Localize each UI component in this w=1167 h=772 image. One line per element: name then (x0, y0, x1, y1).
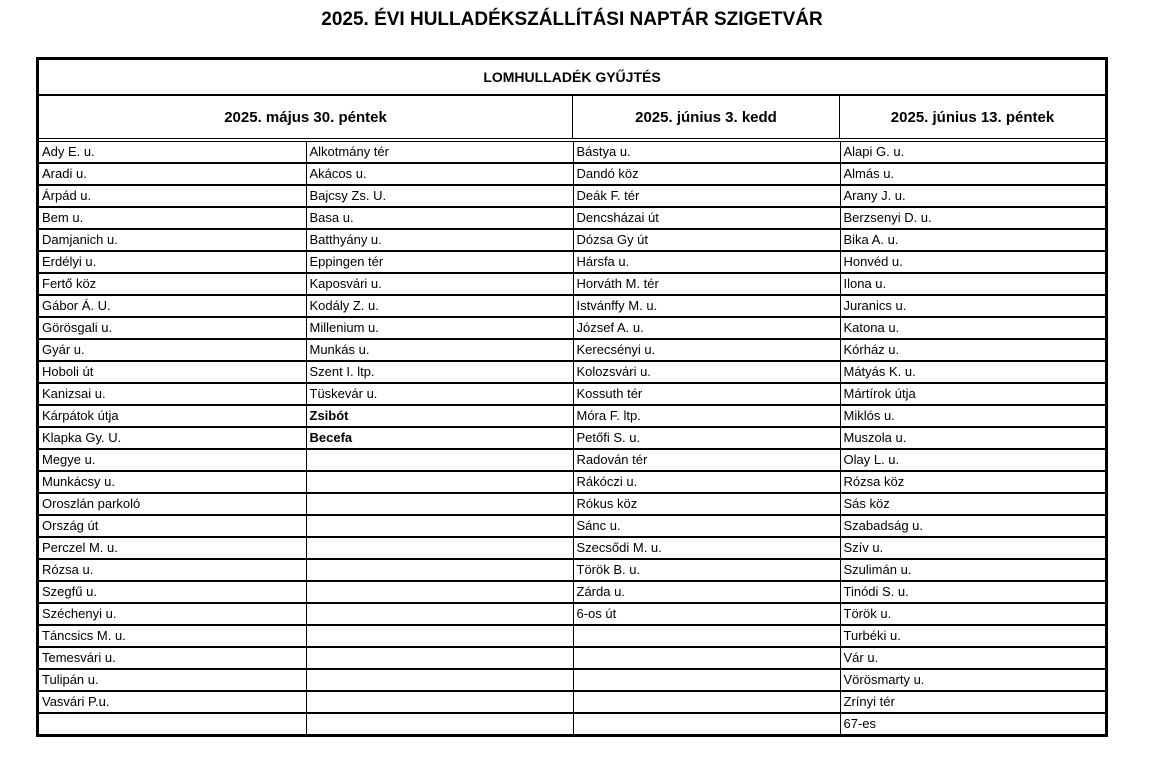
street-cell (306, 625, 573, 647)
street-cell: Eppingen tér (306, 251, 573, 273)
street-cell: Istvánffy M. u. (573, 295, 840, 317)
street-cell: Damjanich u. (39, 229, 306, 251)
street-cell: Miklós u. (840, 405, 1105, 427)
street-cell: Kossuth tér (573, 383, 840, 405)
table-row (39, 581, 1105, 603)
street-cell: Gyár u. (39, 339, 306, 361)
street-cell: Batthyány u. (306, 229, 573, 251)
street-cell: Almás u. (840, 163, 1105, 185)
street-cell: Tinódi S. u. (840, 581, 1105, 603)
street-cell: Szecsődi M. u. (573, 537, 840, 559)
street-cell (306, 515, 573, 537)
street-cell (573, 625, 840, 647)
street-cell: Sánc u. (573, 515, 840, 537)
street-cell: Klapka Gy. U. (39, 427, 306, 449)
street-cell: Vörösmarty u. (840, 669, 1105, 691)
street-cell: Fertő köz (39, 273, 306, 295)
street-cell: Török u. (840, 603, 1105, 625)
street-cell: Juranics u. (840, 295, 1105, 317)
street-cell: Kolozsvári u. (573, 361, 840, 383)
street-cell (306, 471, 573, 493)
table-row (39, 185, 1105, 207)
street-cell: Kórház u. (840, 339, 1105, 361)
street-cell: Szulimán u. (840, 559, 1105, 581)
street-cell: Török B. u. (573, 559, 840, 581)
table-row (39, 317, 1105, 339)
table-row (39, 537, 1105, 559)
street-cell: Alkotmány tér (306, 142, 573, 163)
street-cell: Temesvári u. (39, 647, 306, 669)
date-header-2: 2025. június 3. kedd (573, 96, 840, 138)
table-row (39, 405, 1105, 427)
street-cell: Petőfi S. u. (573, 427, 840, 449)
street-cell: Dencsházai út (573, 207, 840, 229)
street-cell: Rákóczi u. (573, 471, 840, 493)
street-cell: Tulipán u. (39, 669, 306, 691)
document-title: 2025. ÉVI HULLADÉKSZÁLLÍTÁSI NAPTÁR SZIGETVÁR (321, 9, 823, 30)
street-cell: Szegfű u. (39, 581, 306, 603)
street-cell: Szent I. ltp. (306, 361, 573, 383)
street-cell (306, 559, 573, 581)
street-cell: Dózsa Gy út (573, 229, 840, 251)
street-cell: Bajcsy Zs. U. (306, 185, 573, 207)
table-row (39, 207, 1105, 229)
street-cell: 6-os út (573, 603, 840, 625)
street-cell: Árpád u. (39, 185, 306, 207)
street-cell: Millenium u. (306, 317, 573, 339)
street-cell: Táncsics M. u. (39, 625, 306, 647)
street-cell: Rókus köz (573, 493, 840, 515)
street-cell: Sás köz (840, 493, 1105, 515)
street-cell (573, 691, 840, 713)
street-cell: Aradi u. (39, 163, 306, 185)
street-cell: Erdélyi u. (39, 251, 306, 273)
street-cell (306, 647, 573, 669)
street-cell: Széchenyi u. (39, 603, 306, 625)
street-cell: József A. u. (573, 317, 840, 339)
street-cell: Tüskevár u. (306, 383, 573, 405)
street-cell: Becefa (306, 427, 573, 449)
street-cell: Szabadság u. (840, 515, 1105, 537)
street-cell (573, 669, 840, 691)
street-cell: Bem u. (39, 207, 306, 229)
collection-schedule-table (36, 57, 1108, 737)
street-cell: Dandó köz (573, 163, 840, 185)
table-row (39, 625, 1105, 647)
street-cell: Horváth M. tér (573, 273, 840, 295)
street-cell: Ilona u. (840, 273, 1105, 295)
street-cell: Rózsa köz (840, 471, 1105, 493)
table-row (39, 603, 1105, 625)
bulky-waste-banner: LOMHULLADÉK GYŰJTÉS (39, 60, 1105, 96)
table-row (39, 383, 1105, 405)
street-cell: Akácos u. (306, 163, 573, 185)
table-row (39, 471, 1105, 493)
street-cell (39, 713, 306, 734)
street-cell: Kárpátok útja (39, 405, 306, 427)
street-cell (306, 691, 573, 713)
table-row (39, 361, 1105, 383)
street-list-body (39, 142, 1105, 734)
table-row (39, 229, 1105, 251)
street-cell: Radován tér (573, 449, 840, 471)
street-cell: Zrínyi tér (840, 691, 1105, 713)
street-cell: Munkácsy u. (39, 471, 306, 493)
table-row (39, 493, 1105, 515)
date-header-1: 2025. május 30. péntek (39, 96, 573, 138)
street-cell: Vasvári P.u. (39, 691, 306, 713)
street-cell: Szív u. (840, 537, 1105, 559)
street-cell: Hársfa u. (573, 251, 840, 273)
street-cell (306, 581, 573, 603)
street-cell: Kanizsai u. (39, 383, 306, 405)
table-row (39, 559, 1105, 581)
street-cell: Deák F. tér (573, 185, 840, 207)
street-cell (306, 537, 573, 559)
table-row (39, 515, 1105, 537)
street-cell: Katona u. (840, 317, 1105, 339)
table-row (39, 251, 1105, 273)
street-cell: Megye u. (39, 449, 306, 471)
street-cell: Rózsa u. (39, 559, 306, 581)
street-cell: Alapi G. u. (840, 142, 1105, 163)
street-cell: Görösgali u. (39, 317, 306, 339)
street-cell: Ady E. u. (39, 142, 306, 163)
table-row (39, 163, 1105, 185)
street-cell (306, 669, 573, 691)
table-row (39, 427, 1105, 449)
table-row (39, 449, 1105, 471)
street-cell: Mátyás K. u. (840, 361, 1105, 383)
table-row (39, 142, 1105, 163)
street-cell: Perczel M. u. (39, 537, 306, 559)
street-cell: Oroszlán parkoló (39, 493, 306, 515)
street-cell: Gábor Á. U. (39, 295, 306, 317)
street-cell: Arany J. u. (840, 185, 1105, 207)
table-row (39, 691, 1105, 713)
street-cell: Kerecsényi u. (573, 339, 840, 361)
street-cell: Bástya u. (573, 142, 840, 163)
street-cell: Zsibót (306, 405, 573, 427)
street-cell: Bika A. u. (840, 229, 1105, 251)
table-row (39, 713, 1105, 734)
street-cell (306, 713, 573, 734)
table-row (39, 339, 1105, 361)
street-cell: Kodály Z. u. (306, 295, 573, 317)
street-list-table (39, 142, 1105, 734)
street-cell (573, 713, 840, 734)
street-cell: Hoboli út (39, 361, 306, 383)
date-header-3: 2025. június 13. péntek (890, 108, 1055, 126)
table-row (39, 669, 1105, 691)
street-cell: Mártírok útja (840, 383, 1105, 405)
street-cell (306, 493, 573, 515)
street-cell: Zárda u. (573, 581, 840, 603)
table-row (39, 295, 1105, 317)
street-cell: Berzsenyi D. u. (840, 207, 1105, 229)
street-cell: Turbéki u. (840, 625, 1105, 647)
street-cell: Muszola u. (840, 427, 1105, 449)
street-cell: Vár u. (840, 647, 1105, 669)
table-row (39, 647, 1105, 669)
table-row (39, 273, 1105, 295)
street-cell (306, 449, 573, 471)
street-cell: Ország út (39, 515, 306, 537)
street-cell: 67-es (843, 716, 877, 731)
street-cell (573, 647, 840, 669)
street-cell: Móra F. ltp. (573, 405, 840, 427)
street-cell: Olay L. u. (840, 449, 1105, 471)
street-cell (306, 603, 573, 625)
street-cell: Basa u. (306, 207, 573, 229)
street-cell: Kaposvári u. (306, 273, 573, 295)
street-cell: Munkás u. (306, 339, 573, 361)
street-cell: Honvéd u. (840, 251, 1105, 273)
collection-dates-header (39, 96, 1105, 142)
